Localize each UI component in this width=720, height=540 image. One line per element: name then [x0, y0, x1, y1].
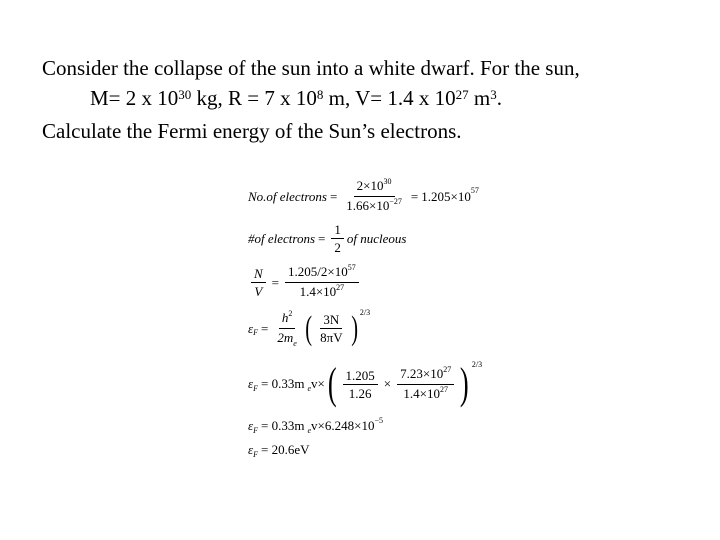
mass-exponent: 30	[178, 87, 192, 102]
problem-line-1-text: Consider the collapse of the sun into a white dwarf. For the sun,	[42, 56, 580, 80]
e1-lhs: No.of electrons	[248, 188, 327, 204]
e6-rest: v×6.248×10	[311, 418, 375, 433]
e5-power: 2/3	[471, 359, 483, 369]
e5-lhs-sub: F	[253, 383, 259, 393]
e4-right-paren: )	[350, 309, 358, 347]
e6-lhs-sub: F	[253, 425, 259, 435]
unit-text: m	[468, 86, 491, 110]
e3-num-exp: 57	[347, 263, 356, 272]
equation-electron-count: No.of electrons = $\frac{2\times 10^{30}}{1.66\times 10^{-27}}$ = 1.205×10 57	[248, 177, 479, 213]
e4-den-sub: e	[293, 339, 297, 348]
e5-f2-den-exp: 27	[439, 384, 448, 394]
e2-rhs: of nucleous	[346, 230, 407, 246]
e4-inner-den: 8πV	[320, 330, 343, 345]
e1-den-exp: −27	[389, 197, 402, 206]
e5-f2-num: 7.23×10	[400, 365, 444, 381]
e5-f1-den: 1.26	[348, 385, 372, 401]
e5-f2-num-exp: 27	[443, 364, 452, 374]
e1-rhs-exp: 57	[470, 186, 479, 195]
e5-mid: = 0.33m	[261, 376, 305, 391]
e3-den-exp: 27	[336, 283, 345, 292]
e2-fraction	[331, 222, 344, 255]
e6-mid-sub: e	[307, 425, 312, 435]
e3-lhs-fraction	[251, 266, 266, 299]
problem-line-2	[90, 85, 502, 111]
e5-f2-den: 1.4×10	[403, 385, 440, 401]
radius-text: kg, R = 7 x 10	[191, 86, 317, 110]
e4-fraction	[274, 310, 299, 347]
e5-fraction-1	[343, 368, 378, 401]
period: .	[496, 86, 502, 110]
e6-mid: = 0.33m	[261, 418, 305, 433]
e4-den: 2m	[277, 330, 294, 345]
unit-exponent: 3	[490, 87, 497, 102]
e6-rest-exp: −5	[374, 415, 383, 425]
e7-rhs: = 20.6eV	[261, 442, 310, 457]
equation-density: $\frac{N}{V}$ = $\frac{1.205/2\times 10^{57}}{1.4\times 10^{27}}$	[248, 264, 362, 301]
e1-fraction	[343, 178, 405, 215]
problem-line-3	[42, 118, 462, 144]
equation-electron-nucleon: #of electrons = $\frac{1}{2}$ of nucleous	[248, 222, 407, 255]
e5-lhs: ε	[248, 376, 254, 391]
e3-den: 1.4×10	[299, 284, 337, 299]
equation-fermi-result	[248, 442, 313, 458]
e4-inner-num: 3N	[320, 312, 342, 329]
e1-num-exp: 30	[383, 177, 392, 186]
e1-den: 1.66×10	[346, 198, 390, 213]
equation-fermi-formula: ε F = $\frac{h^2}{2m_e}$ ( $\frac{3N}{8\pi V}$ ) 2/3	[248, 308, 371, 348]
e5-f1-num: 1.205	[343, 368, 378, 385]
e4-inner-fraction	[317, 312, 345, 345]
e5-mid2: v×	[311, 376, 325, 391]
e4-num-exp: 2	[288, 309, 293, 318]
e7-lhs-sub: F	[253, 449, 259, 459]
e5-left-paren: (	[327, 359, 337, 408]
e6-lhs: ε	[248, 418, 254, 433]
e5-mid-sub: e	[307, 383, 312, 393]
e3-num: 1.205/2×10	[288, 264, 348, 279]
e4-left-paren: (	[305, 309, 312, 347]
e3-lhs-num: N	[251, 266, 266, 283]
e7-lhs: ε	[248, 442, 254, 457]
problem-line-1	[42, 55, 580, 81]
e2-den: 2	[334, 240, 341, 255]
volume-exponent: 27	[455, 87, 469, 102]
e3-fraction	[285, 264, 359, 301]
e1-rhs: 1.205×10	[421, 188, 471, 204]
e4-lhs-sub: F	[253, 328, 259, 337]
problem-line-3-text: Calculate the Fermi energy of the Sun’s electrons.	[42, 119, 462, 143]
e1-num: 2×10	[356, 178, 384, 193]
mass-text: M= 2 x 10	[90, 86, 179, 110]
volume-text: m, V= 1.4 x 10	[323, 86, 456, 110]
e4-power: 2/3	[359, 308, 371, 317]
equation-fermi-simplified	[248, 415, 383, 435]
equation-fermi-numeric: ε F = 0.33m e v× ( $\frac{1.205}{1.26}$ × $\frac{7.23\times 10^{27}}{1.4\times 10^{27}}$ ) 2/3	[248, 359, 483, 408]
radius-exponent: 8	[316, 87, 324, 102]
e2-lhs: #of electrons	[248, 230, 316, 246]
equation-block	[248, 174, 548, 474]
e5-fraction-2	[397, 366, 454, 403]
e4-num: h	[281, 310, 289, 325]
e2-num: 1	[331, 222, 344, 239]
e4-lhs: ε	[248, 320, 254, 336]
e5-right-paren: )	[460, 359, 469, 408]
e3-lhs-den: V	[254, 284, 263, 299]
